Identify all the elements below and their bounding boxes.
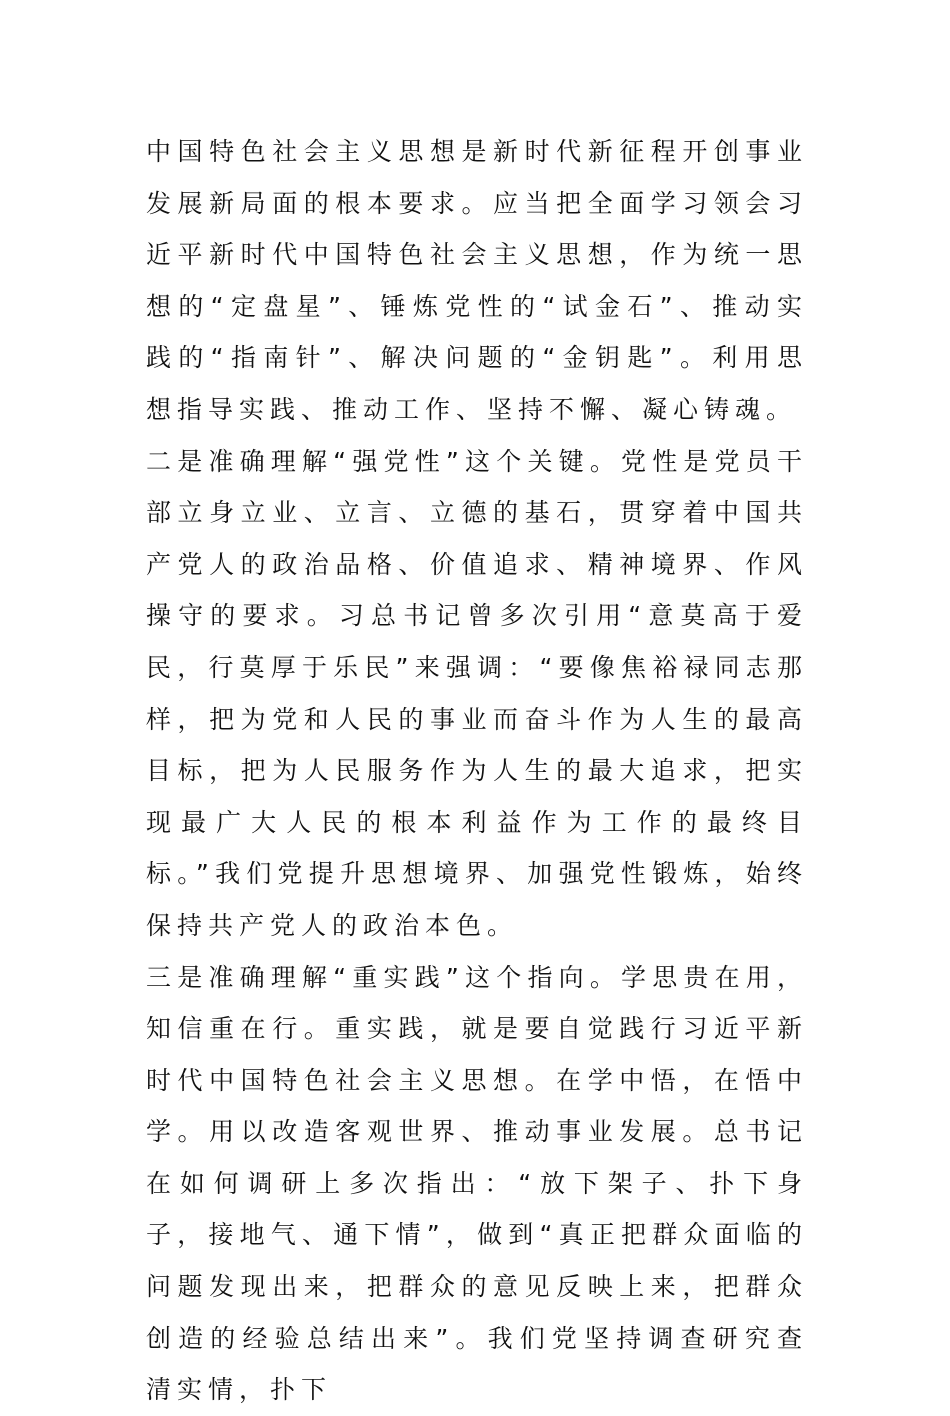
- document-body: [146, 126, 808, 1416]
- paragraph-point-three: 三是准确理解“重实践”这个指向。学思贵在用，知信重在行。重实践，就是要自觉践行习近平新时代中国特色社会主义思想。在学中悟，在悟中学。用以改造客观世界、推动事业发展。总书记在如何调研上多次指出：“放下架子、扑下身子，接地气、通下情”，做到“真正把群众面临的问题发现出来，把群众的意见反映上来，把群众创造的经验总结出来”。我们党坚持调查研究查清实情，扑下: [146, 962, 808, 1405]
- paragraph-point-two: 二是准确理解“强党性”这个关键。党性是党员干部立身立业、立言、立德的基石，贯穿着中国共产党人的政治品格、价值追求、精神境界、作风操守的要求。习总书记曾多次引用“意莫高于爱民，行莫厚于乐民”来强调：“要像焦裕禄同志那样，把为党和人民的事业而奋斗作为人生的最高目标，把为人民服务作为人生的最大追求，把实现最广大人民的根本利益作为工作的最终目标。”我们党提升思想境界、加强党性锻炼，始终保持共产党人的政治本色。: [146, 446, 808, 940]
- paragraph-intro: 中国特色社会主义思想是新时代新征程开创事业发展新局面的根本要求。应当把全面学习领会习近平新时代中国特色社会主义思想，作为统一思想的“定盘星”、锤炼党性的“试金石”、推动实践的“指南针”、解决问题的“金钥匙”。利用思想指导实践、推动工作、坚持不懈、凝心铸魂。: [146, 137, 808, 424]
